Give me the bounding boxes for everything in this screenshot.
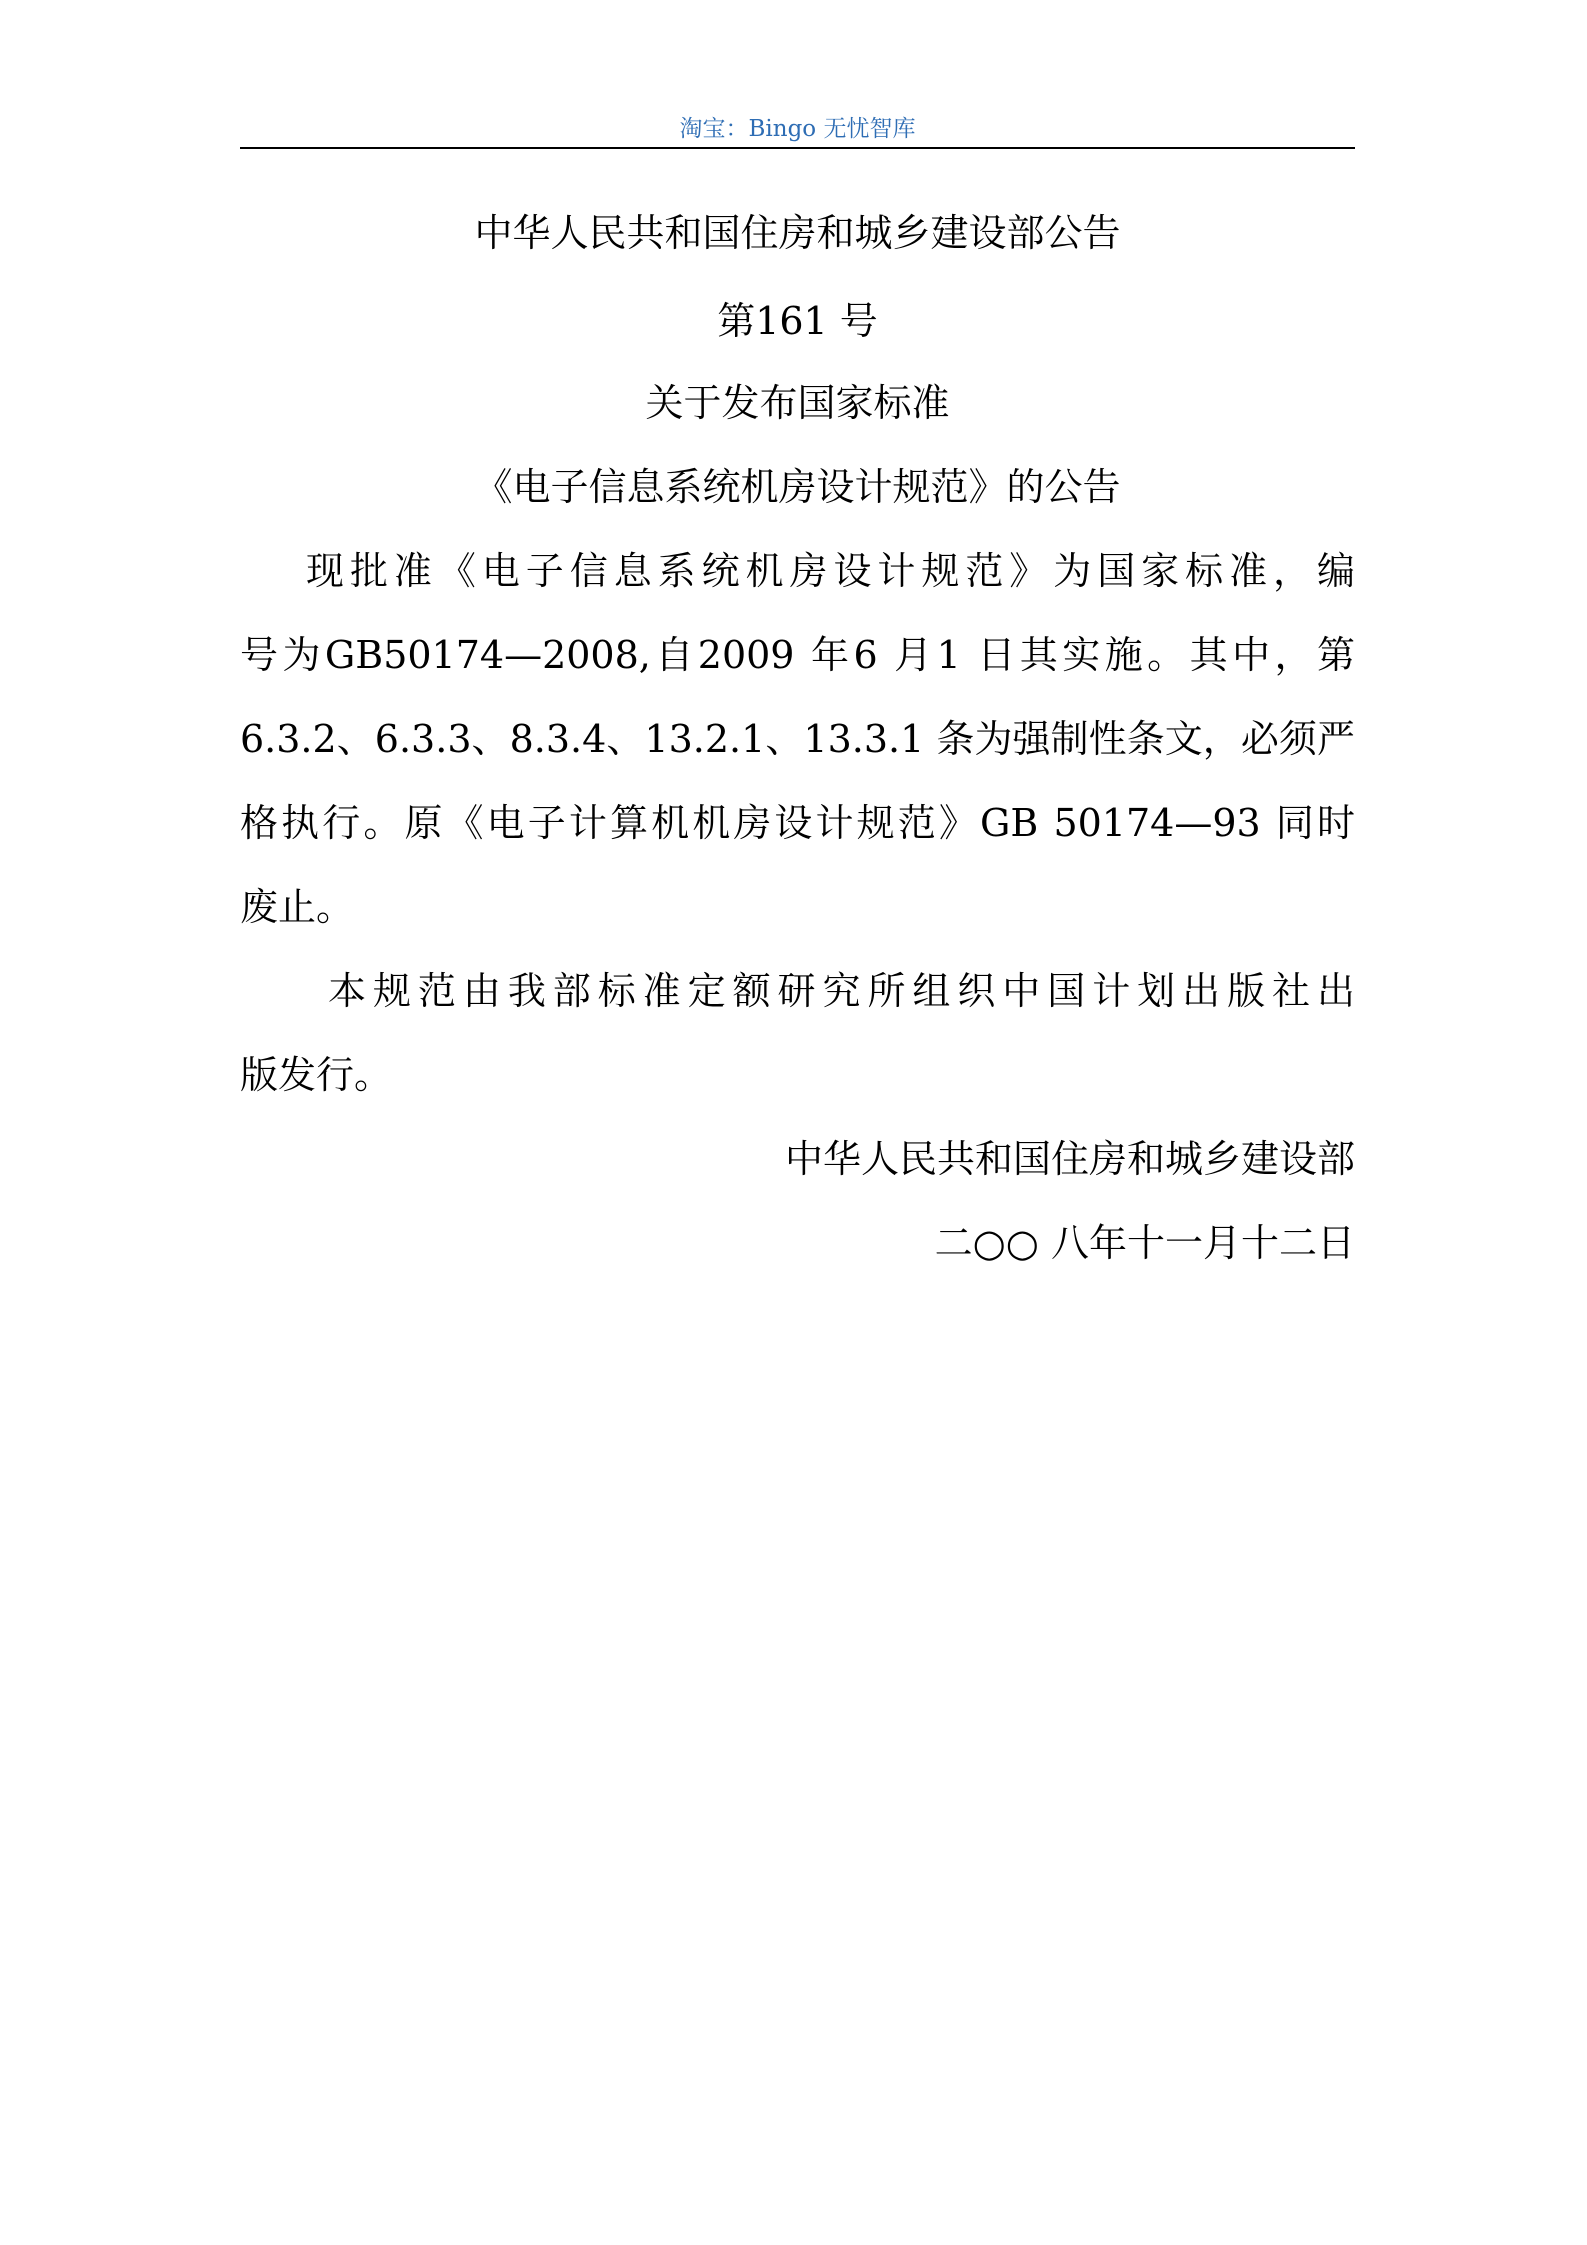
paragraph-1-line-3: 6.3.2、6.3.3、8.3.4、13.2.1、13.3.1 条为强制性条文，必须严 xyxy=(240,717,1355,761)
header-divider xyxy=(240,147,1355,149)
subject-line-2: 《电子信息系统机房设计规范》的公告 xyxy=(474,465,1121,509)
issuer-signature: 中华人民共和国住房和城乡建设部 xyxy=(784,1137,1355,1181)
paragraph-2-line-2: 版发行。 xyxy=(240,1053,393,1097)
issue-date: 二○○ 八年十一月十二日 xyxy=(934,1221,1355,1265)
paragraph-1-line-1: 现批准《电子信息系统机房设计规范》为国家标准，编 xyxy=(306,549,1355,593)
announcement-number: 第161 号 xyxy=(717,299,878,343)
announcement-title: 中华人民共和国住房和城乡建设部公告 xyxy=(474,211,1121,255)
header-watermark-text: 淘宝：Bingo 无忧智库 xyxy=(679,116,916,142)
subject-line-1: 关于发布国家标准 xyxy=(645,381,950,425)
paragraph-1-line-5: 废止。 xyxy=(240,885,355,929)
paragraph-2-line-1: 本规范由我部标准定额研究所组织中国计划出版社出 xyxy=(328,969,1355,1013)
paragraph-1-line-4: 格执行。原《电子计算机机房设计规范》GB 50174—93 同时 xyxy=(240,801,1355,845)
paragraph-1-line-2: 号为GB50174—2008,自2009 年6 月1 日其实施。其中，第 xyxy=(240,633,1355,677)
